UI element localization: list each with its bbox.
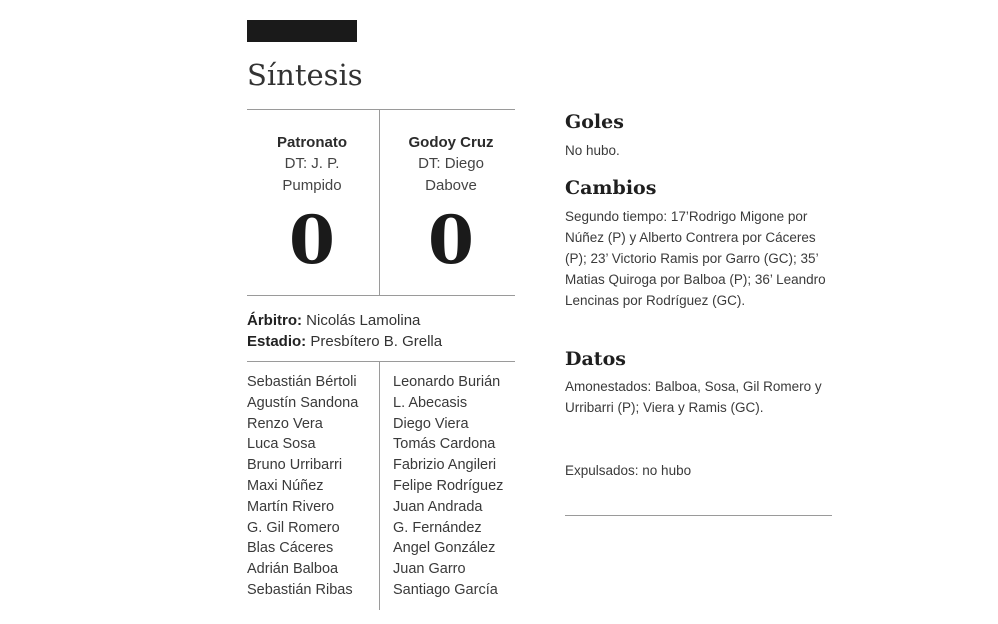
away-team [386, 132, 516, 279]
home-player: Maxi Núñez [247, 477, 324, 494]
home-player: Sebastián Ribas [247, 581, 353, 598]
away-player: Angel González [393, 540, 496, 557]
home-player: Bruno Urribarri [247, 457, 343, 474]
away-lineup [393, 372, 503, 601]
amonestados-text: Amonestados: Balboa, Sosa, Gil Romero y Urribarri (P); Viera y Ramis (GC). [565, 379, 822, 415]
home-player: Martín Rivero [247, 498, 335, 515]
home-team-name: Patronato [276, 134, 347, 151]
home-player: Agustín Sandona [247, 394, 359, 411]
datos-heading: Datos [565, 348, 626, 370]
cambios-heading: Cambios [565, 177, 657, 199]
away-player: Felipe Rodríguez [393, 477, 504, 494]
expulsados-text: Expulsados: no hubo [565, 463, 692, 478]
away-team-coach-line2: Dabove [425, 177, 477, 194]
home-player: Renzo Vera [247, 415, 323, 432]
stadium-value: Presbítero B. Grella [310, 333, 443, 350]
home-player: G. Gil Romero [247, 519, 340, 536]
away-team-name: Godoy Cruz [408, 134, 494, 151]
goles-heading: Goles [565, 111, 624, 133]
divider-side-bottom [565, 515, 832, 516]
home-team-score: 0 [289, 201, 335, 279]
divider-top [247, 109, 515, 110]
divider-lineup-columns [379, 362, 380, 610]
away-player: Santiago García [393, 581, 498, 598]
header-bar [247, 20, 357, 42]
stadium-row [247, 332, 442, 352]
away-player: Fabrizio Angileri [393, 457, 497, 474]
away-player: Juan Andrada [393, 498, 483, 515]
referee-label: Árbitro: [247, 312, 302, 329]
home-player: Luca Sosa [247, 436, 316, 453]
away-team-score: 0 [428, 201, 474, 279]
cambios-text: Segundo tiempo: 17’Rodrigo Migone por Núñez (P) y Alberto Contrera por Cáceres (P); 23’ Victorio Ramis por Garro (GC); 35’ Matias Quiroga por Balboa (P); 36’ Leandro Lencinas por Rodríguez (GC). [565, 209, 826, 308]
page-title: Síntesis [247, 58, 363, 92]
divider-mid [247, 295, 515, 296]
away-player: Tomás Cardona [393, 436, 496, 453]
home-lineup [247, 372, 358, 601]
stadium-label: Estadio: [247, 333, 307, 350]
away-player: Leonardo Burián [393, 374, 501, 390]
away-team-coach-line1: DT: Diego [418, 155, 484, 172]
home-player: Adrián Balboa [247, 561, 339, 578]
home-team-coach-line1: DT: J. P. [284, 155, 340, 172]
away-player: Diego Viera [393, 415, 469, 432]
divider-lineups [247, 361, 515, 362]
home-player: Sebastián Bértoli [247, 374, 357, 390]
goles-text: No hubo. [565, 143, 620, 158]
divider-teams [379, 110, 380, 295]
away-player: Juan Garro [393, 561, 466, 578]
home-player: Blas Cáceres [247, 540, 334, 557]
home-team-coach-line2: Pumpido [282, 177, 342, 194]
referee-row [247, 311, 420, 331]
referee-value: Nicolás Lamolina [306, 312, 421, 329]
away-player: L. Abecasis [393, 394, 468, 411]
home-team [247, 132, 377, 279]
away-player: G. Fernández [393, 519, 482, 536]
